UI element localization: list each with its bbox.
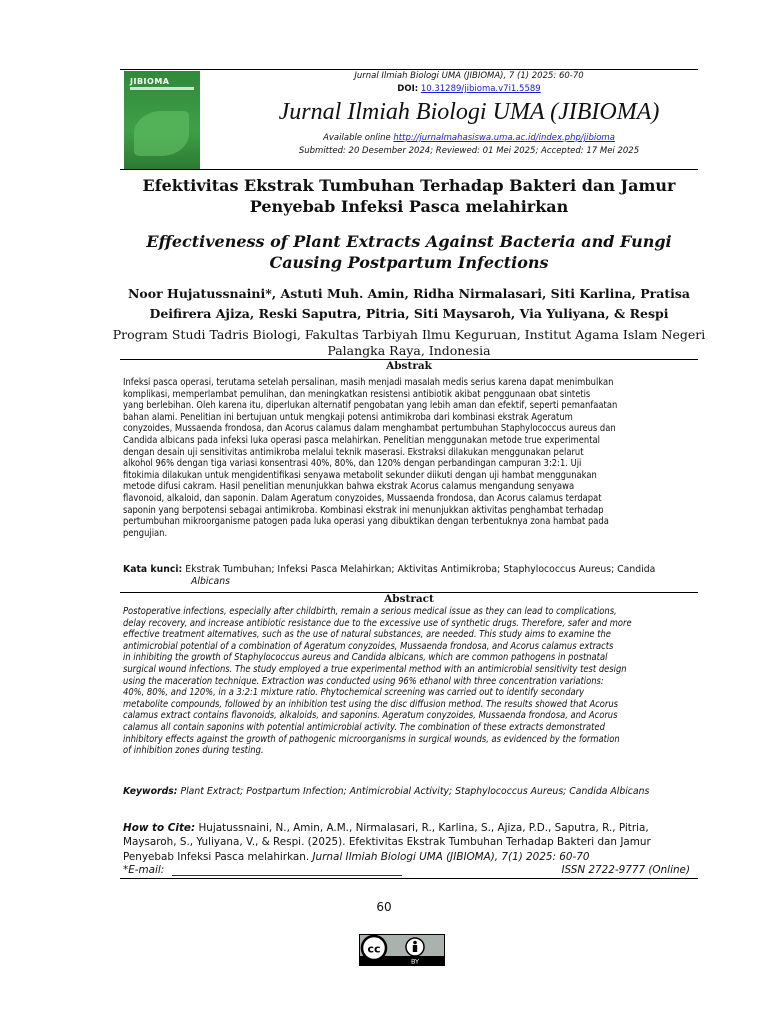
header-top-rule [120, 69, 698, 70]
how-to-cite [123, 821, 693, 864]
abstract-body [123, 606, 693, 757]
abstract-line: Postoperative infections, especially after childbirth, remain a serious medical issue as they can lead to complications, [123, 606, 617, 617]
cite-text: Penyebab Infeksi Pasca melahirkan. [123, 850, 313, 863]
doi-link[interactable]: 10.31289/jibioma.v7i1.5589 [420, 84, 541, 94]
abstract-line: 40%, 80%, and 120%, in a 3:2:1 mixture ratio. Phytochemical screening was carried out to identify secondary [123, 687, 585, 699]
abstract-line: in inhibiting the growth of Staphylococcus aureus and Candida albicans, which are common pathogens in postnatal [123, 652, 608, 664]
cover-stripe [130, 87, 194, 90]
abstrak-line: fitokimia dilakukan untuk mengidentifikasi senyawa metabolit sekunder diikuti dengan uji hambat menggunakan [123, 469, 597, 481]
keywords-label: Keywords: [123, 786, 178, 797]
abstrak-line: dengan desain uji sensitivitas antimikroba melalui teknik maserasi. Ekstraksi dilakukan menggunakan pelarut [123, 446, 584, 458]
affiliation-line: Palangka Raya, Indonesia [327, 343, 491, 358]
cc-by-icon [360, 935, 444, 965]
journal-cover-image [124, 71, 200, 169]
abstract-line: surgical wound infections. The study employed a true experimental method with an antimicrobial sensitivity test design [123, 663, 627, 675]
kata-kunci-label: Kata kunci: [123, 564, 183, 575]
abstract-heading: Abstract [384, 593, 434, 605]
header-bottom-rule [120, 169, 698, 170]
cc-by-license-badge[interactable] [359, 934, 445, 966]
issn: ISSN 2722-9777 (Online) [561, 864, 690, 876]
abstract-line: delay recovery, and increase antibiotic resistance due to the excessive use of synthetic drugs. Therefore, safer and more [123, 617, 632, 629]
abstrak-line: pertumbuhan mikroorganisme patogen pada luka operasi yang dibuktikan dengan terbentuknya zona hambat pada [123, 516, 609, 528]
journal-url-link[interactable]: http://jurnalmahasiswa.uma.ac.id/index.php/jibioma [393, 133, 615, 143]
page-number: 60 [376, 900, 392, 914]
abstrak-line: komplikasi, memperlambat pemulihan, dan meningkatkan resistensi antibiotik akibat penggunaan obat sintetis [123, 388, 591, 400]
doi-label: DOI: [397, 84, 419, 94]
cite-journal: Jurnal Ilmiah Biologi UMA (JIBIOMA), 7(1) 2025: 60-70 [312, 850, 590, 863]
abstract-line: metabolite compounds, followed by an inhibition test using the disc diffusion method. The results showed that Acorus [123, 698, 618, 710]
title-id-line: Efektivitas Ekstrak Tumbuhan Terhadap Bakteri dan Jamur [142, 176, 676, 195]
abstrak-line: flavonoid, alkaloid, dan saponin. Dalam Ageratum conyzoides, Mussaenda frondosa, dan Acorus calamus terdapat [123, 492, 602, 504]
cite-text: Hujatussnaini, N., Amin, A.M., Nirmalasari, R., Karlina, S., Ajiza, P.D., Saputra, R., Pitria, [195, 822, 649, 834]
email-label: *E-mail: [123, 864, 165, 876]
abstrak-line: Infeksi pasca operasi, terutama setelah persalinan, masih menjadi masalah medis serius karena dapat menimbulkan [123, 377, 614, 388]
journal-name: Jurnal Ilmiah Biologi UMA (JIBIOMA) [278, 99, 660, 125]
abstrak-line: metode difusi cakram. Hasil penelitian menunjukkan bahwa ekstrak Acorus calamus mengandung senyawa [123, 481, 575, 493]
cover-leaf-graphic [134, 111, 189, 156]
affiliation [110, 327, 708, 359]
abstrak-line: bahan alami. Penelitian ini bertujuan untuk mengkaji potensi antimikroba dari kombinasi ekstrak Ageratum [123, 411, 573, 423]
author-line: Deifirera Ajiza, Reski Saputra, Pitria, Siti Maysaroh, Via Yuliyana, & Respi [149, 306, 669, 321]
keywords [123, 786, 693, 798]
citation-line: Jurnal Ilmiah Biologi UMA (JIBIOMA), 7 (1) 2025: 60-70 [354, 71, 584, 81]
title-id-line: Penyebab Infeksi Pasca melahirkan [249, 197, 569, 216]
cc-text: cc [367, 942, 381, 956]
title-en-line: Causing Postpartum Infections [269, 253, 549, 272]
abstract-line: effective treatment alternatives, such as the use of natural substances, are needed. This study aims to examine the [123, 629, 611, 641]
kata-kunci-text: Ekstrak Tumbuhan; Infeksi Pasca Melahirkan; Aktivitas Antimikroba; Staphylococcus Aureus; Candida [182, 564, 656, 575]
abstract-line: of inhibition zones during testing. [123, 745, 264, 757]
abstrak-line: alkohol 96% dengan tiga variasi konsentrasi 40%, 80%, dan 120% dengan perbandingan campuran 3:2:1. Uji [123, 458, 582, 470]
title-english [110, 231, 708, 273]
title-indonesian [110, 175, 708, 217]
kata-kunci-text-cont: Albicans [191, 575, 230, 587]
author-list [110, 284, 708, 324]
abstract-line: inhibitory effects against the growth of pathogenic microorganisms in surgical wounds, as evidenced by the formation [123, 733, 620, 745]
cite-label: How to Cite: [123, 822, 196, 834]
abstrak-line: saponin yang berpotensi sebagai antimikroba. Kombinasi ekstrak ini menunjukkan aktivitas penghambat terhadap [123, 504, 604, 516]
cite-text: Maysaroh, S., Yuliyana, V., & Respi. (2025). Efektivitas Ekstrak Tumbuhan Terhadap Bakteri dan Jamur [123, 836, 651, 849]
affiliation-line: Program Studi Tadris Biologi, Fakultas Tarbiyah Ilmu Keguruan, Institut Agama Islam Negeri [112, 327, 706, 342]
title-en-line: Effectiveness of Plant Extracts Against Bacteria and Fungi [146, 232, 672, 251]
abstrak-line: pengujian. [123, 527, 168, 539]
abstrak-line: conyzoides, Mussaenda frondosa, dan Acorus calamus dalam menghambat pertumbuhan Staphylococcus aureus dan [123, 423, 616, 435]
cover-title: JIBIOMA [130, 77, 170, 86]
available-online [200, 133, 738, 143]
doi-line [200, 84, 738, 94]
abstrak-line: yang berlebihan. Oleh karena itu, diperlukan alternatif pengobatan yang lebih aman dan efektif, seperti pemanfaatan [123, 400, 618, 412]
abstrak-body [123, 377, 693, 539]
available-label: Available online [323, 133, 391, 143]
abstract-line: calamus all contain saponins with potential antimicrobial activity. The combination of these extracts demonstrated [123, 721, 605, 733]
abstrak-line: Candida albicans pada infeksi luka operasi pasca melahirkan. Penelitian menggunakan metode true experimental [123, 434, 600, 446]
abstract-line: using the maceration technique. Extraction was conducted using 96% ethanol with three concentration variations: [123, 675, 604, 687]
abstract-line: calamus extract contains flavonoids, alkaloids, and saponins. Ageratum conyzoides, Mussaenda frondosa, and Acorus [123, 710, 618, 722]
submission-dates: Submitted: 20 Desember 2024; Reviewed: 01 Mei 2025; Accepted: 17 Mei 2025 [298, 146, 640, 156]
footer-rule [120, 878, 698, 879]
author-line: Noor Hujatussnaini*, Astuti Muh. Amin, Ridha Nirmalasari, Siti Karlina, Pratisa [127, 286, 691, 301]
email-link-underline[interactable] [172, 875, 402, 876]
keywords-text: Plant Extract; Postpartum Infection; Antimicrobial Activity; Staphylococcus Aureus; Candida Albicans [177, 786, 650, 797]
abstract-line: antimicrobial potential of a combination of Ageratum conyzoides, Mussaenda frondosa, and Acorus calamus extracts [123, 640, 614, 652]
by-text: BY [410, 957, 420, 965]
abstrak-heading: Abstrak [386, 360, 432, 372]
kata-kunci [123, 564, 693, 587]
